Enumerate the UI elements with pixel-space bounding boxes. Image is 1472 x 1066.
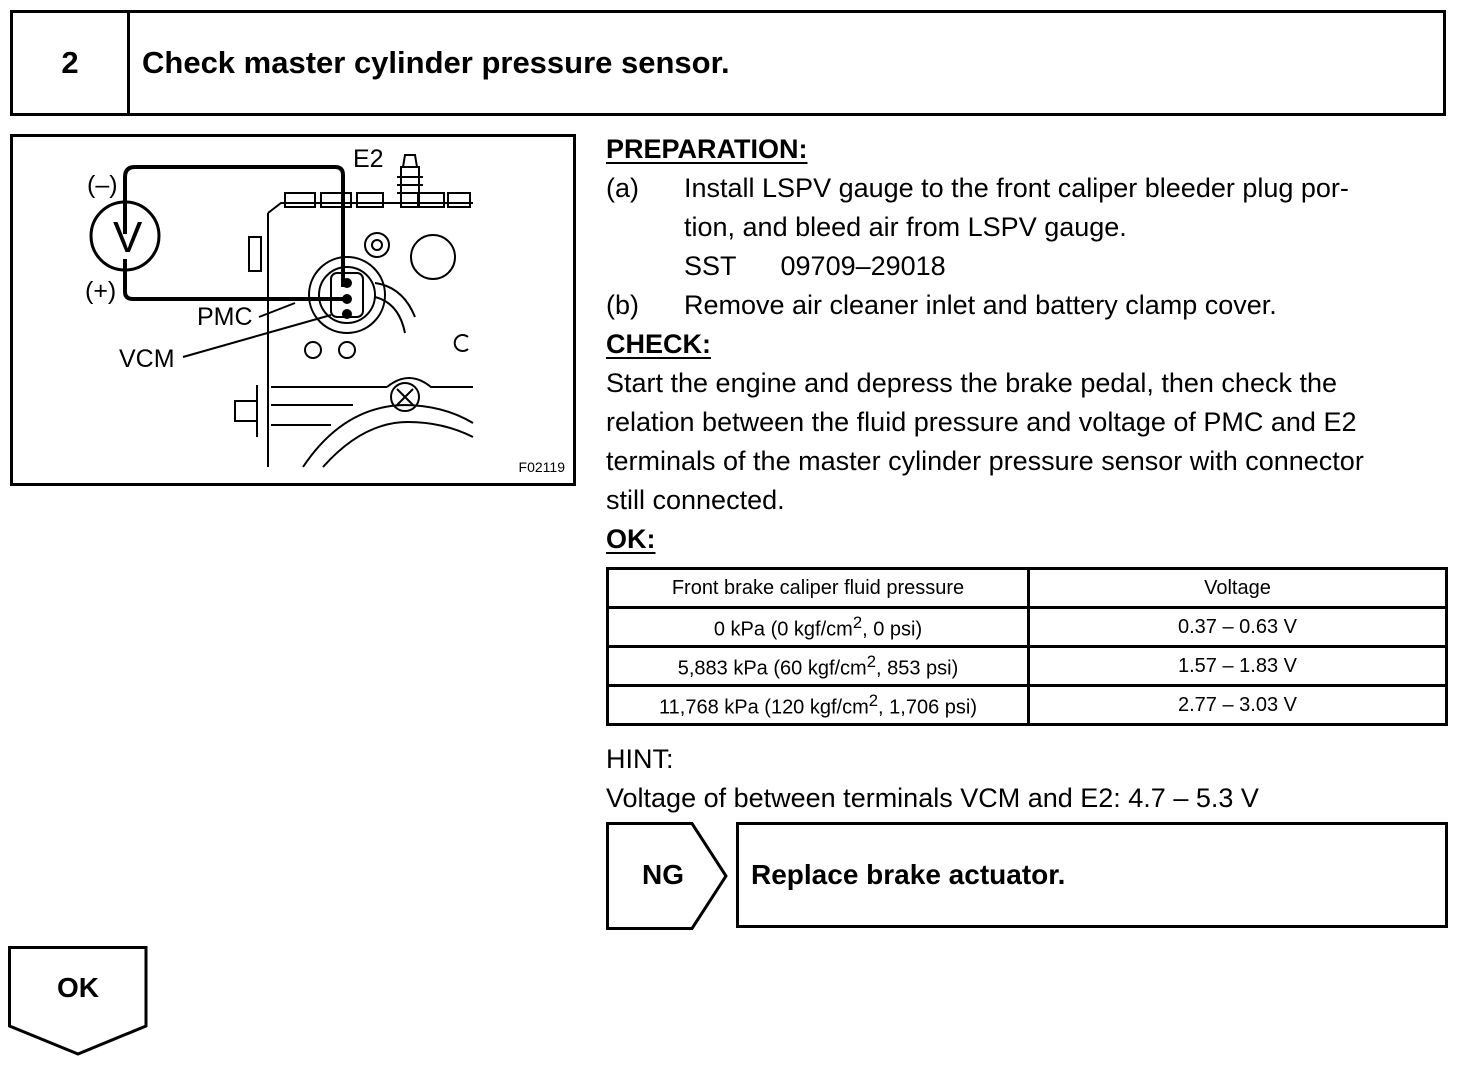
voltmeter-icon: V — [113, 213, 143, 262]
ng-label: NG — [642, 859, 684, 890]
preparation-heading: PREPARATION: — [606, 134, 808, 164]
check-line: relation between the fluid pressure and voltage of PMC and E2 — [606, 407, 1357, 437]
sst-label: SST — [684, 251, 737, 281]
ok-label: OK — [57, 972, 99, 1003]
sst-number: 09709–29018 — [780, 251, 946, 281]
wiring-figure — [10, 134, 576, 486]
vcm-label: VCM — [119, 345, 175, 373]
item-text-continued: tion, and bleed air from LSPV gauge. — [684, 212, 1127, 242]
hint-heading: HINT: — [606, 744, 674, 774]
hint — [606, 740, 1448, 818]
check-heading: CHECK: — [606, 329, 711, 359]
voltage-cell: 1.57 – 1.83 V — [1029, 647, 1447, 686]
pressure-cell: 0 kPa (0 kgf/$cm^2$, 0 psi) — [608, 608, 1029, 647]
table-header-row — [608, 569, 1447, 608]
item-text: Install LSPV gauge to the front caliper bleeder plug por- — [684, 173, 1349, 203]
pressure-cell: 11,768 kPa (120 kgf/$cm^2$, 1,706 psi) — [608, 686, 1029, 725]
step-number: 2 — [13, 13, 130, 113]
table-row — [608, 686, 1447, 725]
plus-terminal-label: (+) — [85, 277, 117, 305]
item-text: Remove air cleaner inlet and battery clamp cover. — [684, 290, 1277, 320]
minus-terminal-label: (–) — [87, 171, 118, 199]
column-header: Voltage — [1029, 569, 1447, 608]
e2-label: E2 — [353, 145, 384, 173]
hint-text: Voltage of between terminals VCM and E2: 4.7 – 5.3 V — [606, 783, 1259, 813]
item-key: (b) — [606, 290, 639, 320]
check-line: still connected. — [606, 485, 785, 515]
voltage-cell: 0.37 – 0.63 V — [1029, 608, 1447, 647]
column-header: Front brake caliper fluid pressure — [608, 569, 1029, 608]
ng-action-box: Replace brake actuator. — [736, 822, 1448, 928]
pressure-cell: 5,883 kPa (60 kgf/$cm^2$, 853 psi) — [608, 647, 1029, 686]
pmc-label: PMC — [197, 303, 253, 331]
voltage-cell: 2.77 – 3.03 V — [1029, 686, 1447, 725]
table-row — [608, 608, 1447, 647]
spec-table — [606, 567, 1448, 726]
preparation-item-b — [606, 286, 1448, 325]
table-row — [608, 647, 1447, 686]
instructions — [606, 130, 1448, 559]
ok-heading: OK: — [606, 524, 656, 554]
step-header — [10, 10, 1446, 116]
check-line: Start the engine and depress the brake pedal, then check the — [606, 368, 1338, 398]
figure-code: F02119 — [518, 459, 565, 475]
check-text — [606, 364, 1448, 520]
item-key: (a) — [606, 173, 639, 203]
check-line: terminals of the master cylinder pressure sensor with connector — [606, 446, 1364, 476]
preparation-item-a — [606, 169, 1448, 208]
step-title: Check master cylinder pressure sensor. — [142, 45, 730, 80]
sst-line — [606, 247, 1448, 286]
